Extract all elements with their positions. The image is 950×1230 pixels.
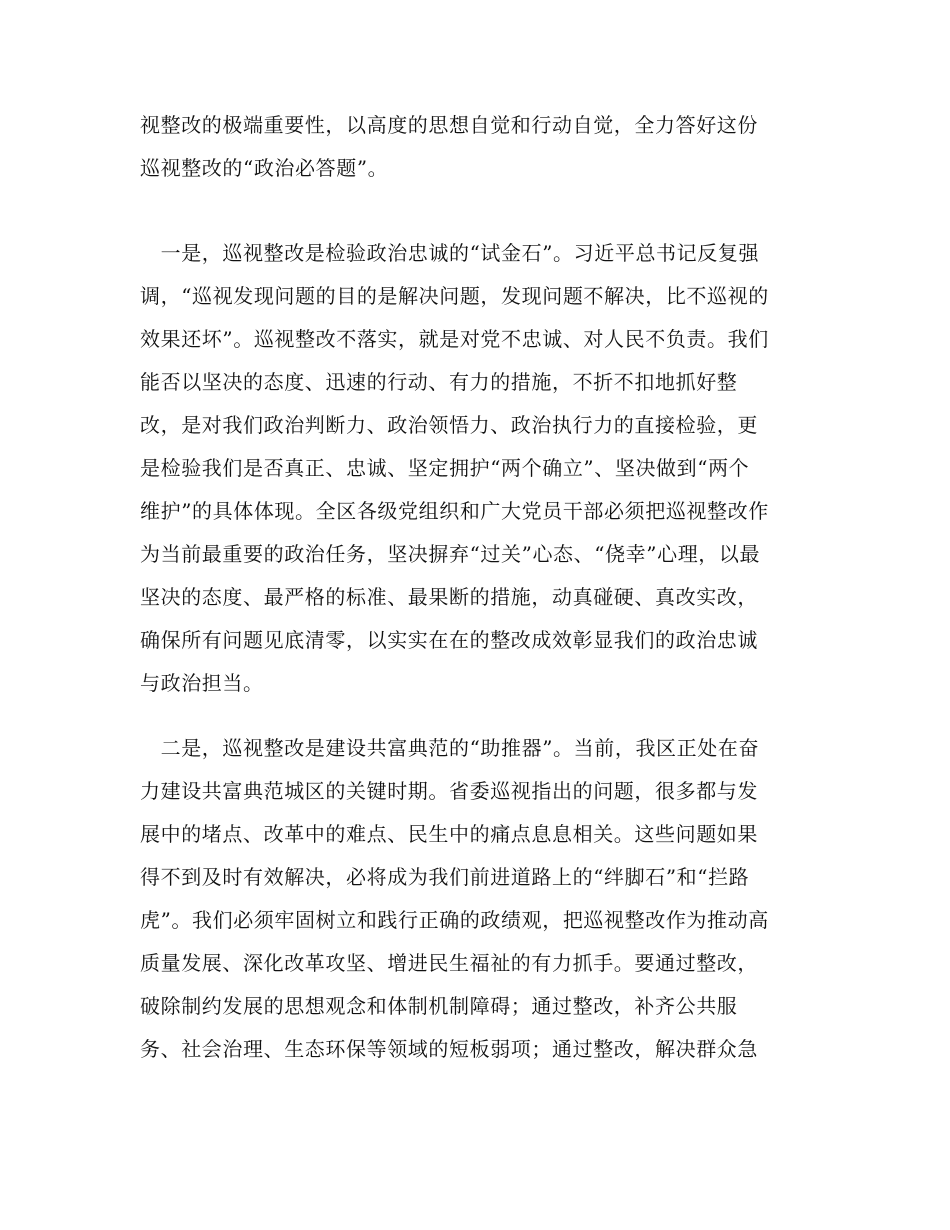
text-line: 视整改的极端重要性，以高度的思想自觉和行动自觉，全力答好这份 bbox=[140, 113, 758, 137]
text-line: 调，“巡视发现问题的目的是解决问题，发现问题不解决，比不巡视的 bbox=[140, 284, 769, 308]
text-line: 坚决的态度、最严格的标准、最果断的措施，动真碰硬、真改实改， bbox=[140, 585, 758, 609]
text-line: 改，是对我们政治判断力、政治领悟力、政治执行力的直接检验，更 bbox=[140, 413, 758, 437]
text-line: 质量发展、深化改革攻坚、增进民生福祉的有力抓手。要通过整改， bbox=[140, 951, 758, 975]
text-line: 破除制约发展的思想观念和体制机制障碍；通过整改，补齐公共服 bbox=[140, 994, 738, 1018]
text-line: 一是，巡视整改是检验政治忠诚的“试金石”。习近平总书记反复强 bbox=[140, 241, 760, 265]
paragraph-intro bbox=[140, 104, 820, 190]
paragraph-point-two bbox=[140, 727, 820, 1071]
text-line: 展中的堵点、改革中的难点、民生中的痛点息息相关。这些问题如果 bbox=[140, 822, 758, 846]
text-line: 为当前最重要的政治任务，坚决摒弃“过关”心态、“侥幸”心理，以最 bbox=[140, 542, 761, 566]
paragraph-point-one bbox=[140, 232, 820, 705]
text-line: 维护”的具体体现。全区各级党组织和广大党员干部必须把巡视整改作 bbox=[140, 499, 769, 523]
text-line: 确保所有问题见底清零，以实实在在的整改成效彰显我们的政治忠诚 bbox=[140, 628, 758, 652]
text-line: 虎”。我们必须牢固树立和践行正确的政绩观，把巡视整改作为推动高 bbox=[140, 908, 769, 932]
text-line: 力建设共富典范城区的关键时期。省委巡视指出的问题，很多都与发 bbox=[140, 779, 758, 803]
text-line: 巡视整改的“政治必答题”。 bbox=[140, 156, 389, 180]
text-line: 是检验我们是否真正、忠诚、坚定拥护“两个确立”、坚决做到“两个 bbox=[140, 456, 750, 480]
text-line: 与政治担当。 bbox=[140, 671, 264, 695]
text-line: 务、社会治理、生态环保等领域的短板弱项；通过整改，解决群众急 bbox=[140, 1037, 758, 1061]
text-line: 二是，巡视整改是建设共富典范的“助推器”。当前，我区正处在奋 bbox=[140, 736, 760, 760]
text-line: 效果还坏”。巡视整改不落实，就是对党不忠诚、对人民不负责。我们 bbox=[140, 327, 769, 351]
text-line: 能否以坚决的态度、迅速的行动、有力的措施，不折不扣地抓好整 bbox=[140, 370, 738, 394]
text-line: 得不到及时有效解决，必将成为我们前进道路上的“绊脚石”和“拦路 bbox=[140, 865, 750, 889]
